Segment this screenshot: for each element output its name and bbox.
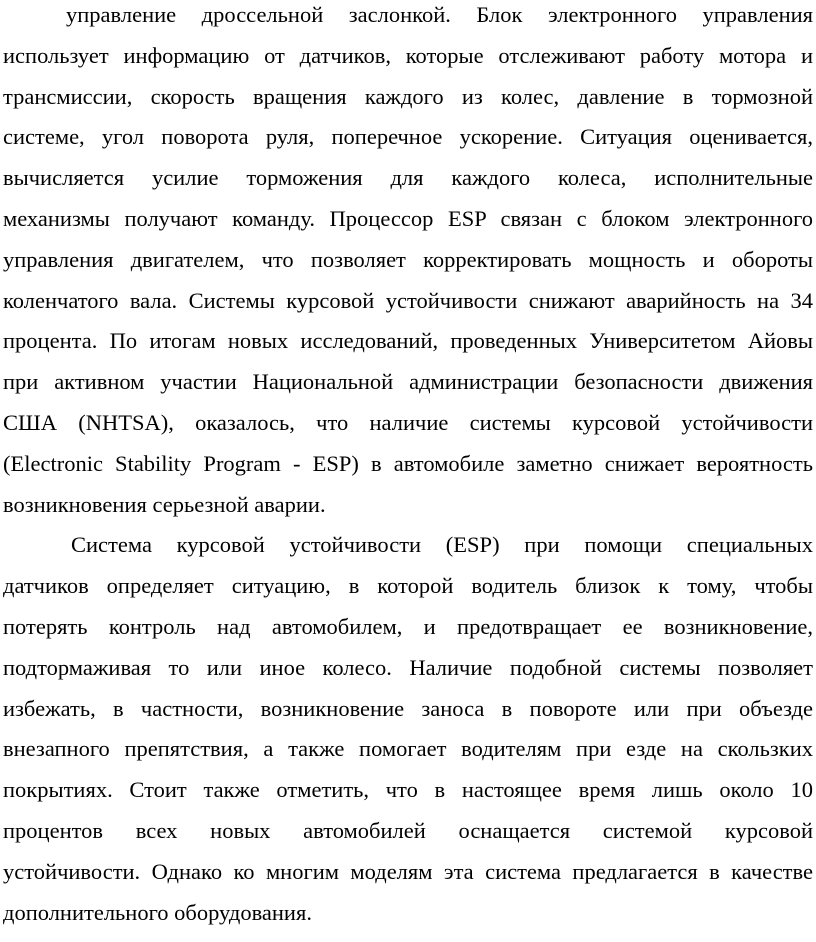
paragraph-esp-benefits — [3, 525, 813, 933]
text-line: дополнительного оборудования. — [3, 899, 312, 925]
document-page — [3, 0, 813, 933]
text-line: избежать, в частности, возникновение заноса в повороте или при объезде — [3, 695, 813, 721]
text-line: управления двигателем, что позволяет корректировать мощность и обороты — [3, 246, 813, 272]
text-line: системе, угол поворота руля, поперечное ускорение. Ситуация оценивается, — [3, 124, 813, 150]
text-line: при активном участии Национальной администрации безопасности движения — [3, 369, 813, 395]
text-line: внезапного препятствия, а также помогает водителям при езде на скользких — [3, 736, 813, 762]
text-line: вычисляется усилие торможения для каждого колеса, исполнительные — [3, 165, 813, 191]
text-line: процента. По итогам новых исследований, проведенных Университетом Айовы — [3, 328, 813, 354]
text-line: датчиков определяет ситуацию, в которой водитель близок к тому, чтобы — [3, 573, 813, 599]
text-line: (Electronic Stability Program - ESP) в автомобиле заметно снижает вероятность — [3, 450, 813, 476]
text-line: подтормаживая то или иное колесо. Наличие подобной системы позволяет — [3, 654, 813, 680]
text-line: возникновения серьезной аварии. — [3, 491, 326, 517]
text-line: покрытиях. Стоит также отметить, что в настоящее время лишь около 10 — [3, 777, 813, 803]
text-line: механизмы получают команду. Процессор ESP связан с блоком электронного — [3, 205, 813, 231]
text-line: использует информацию от датчиков, которые отслеживают работу мотора и — [3, 42, 813, 68]
text-line: трансмиссии, скорость вращения каждого из колес, давление в тормозной — [3, 83, 813, 109]
text-line: потерять контроль над автомобилем, и предотвращает ее возникновение, — [3, 613, 813, 639]
text-line: коленчатого вала. Системы курсовой устойчивости снижают аварийность на 34 — [3, 287, 813, 313]
text-line: устойчивости. Однако ко многим моделям эта система предлагается в качестве — [3, 858, 813, 884]
text-line: США (NHTSA), оказалось, что наличие системы курсовой устойчивости — [3, 409, 813, 435]
paragraph-esp-operation — [3, 0, 813, 525]
text-line: управление дроссельной заслонкой. Блок электронного управления — [66, 2, 813, 27]
text-line: Система курсовой устойчивости (ESP) при помощи специальных — [71, 532, 813, 558]
text-line: процентов всех новых автомобилей оснащается системой курсовой — [3, 817, 813, 843]
